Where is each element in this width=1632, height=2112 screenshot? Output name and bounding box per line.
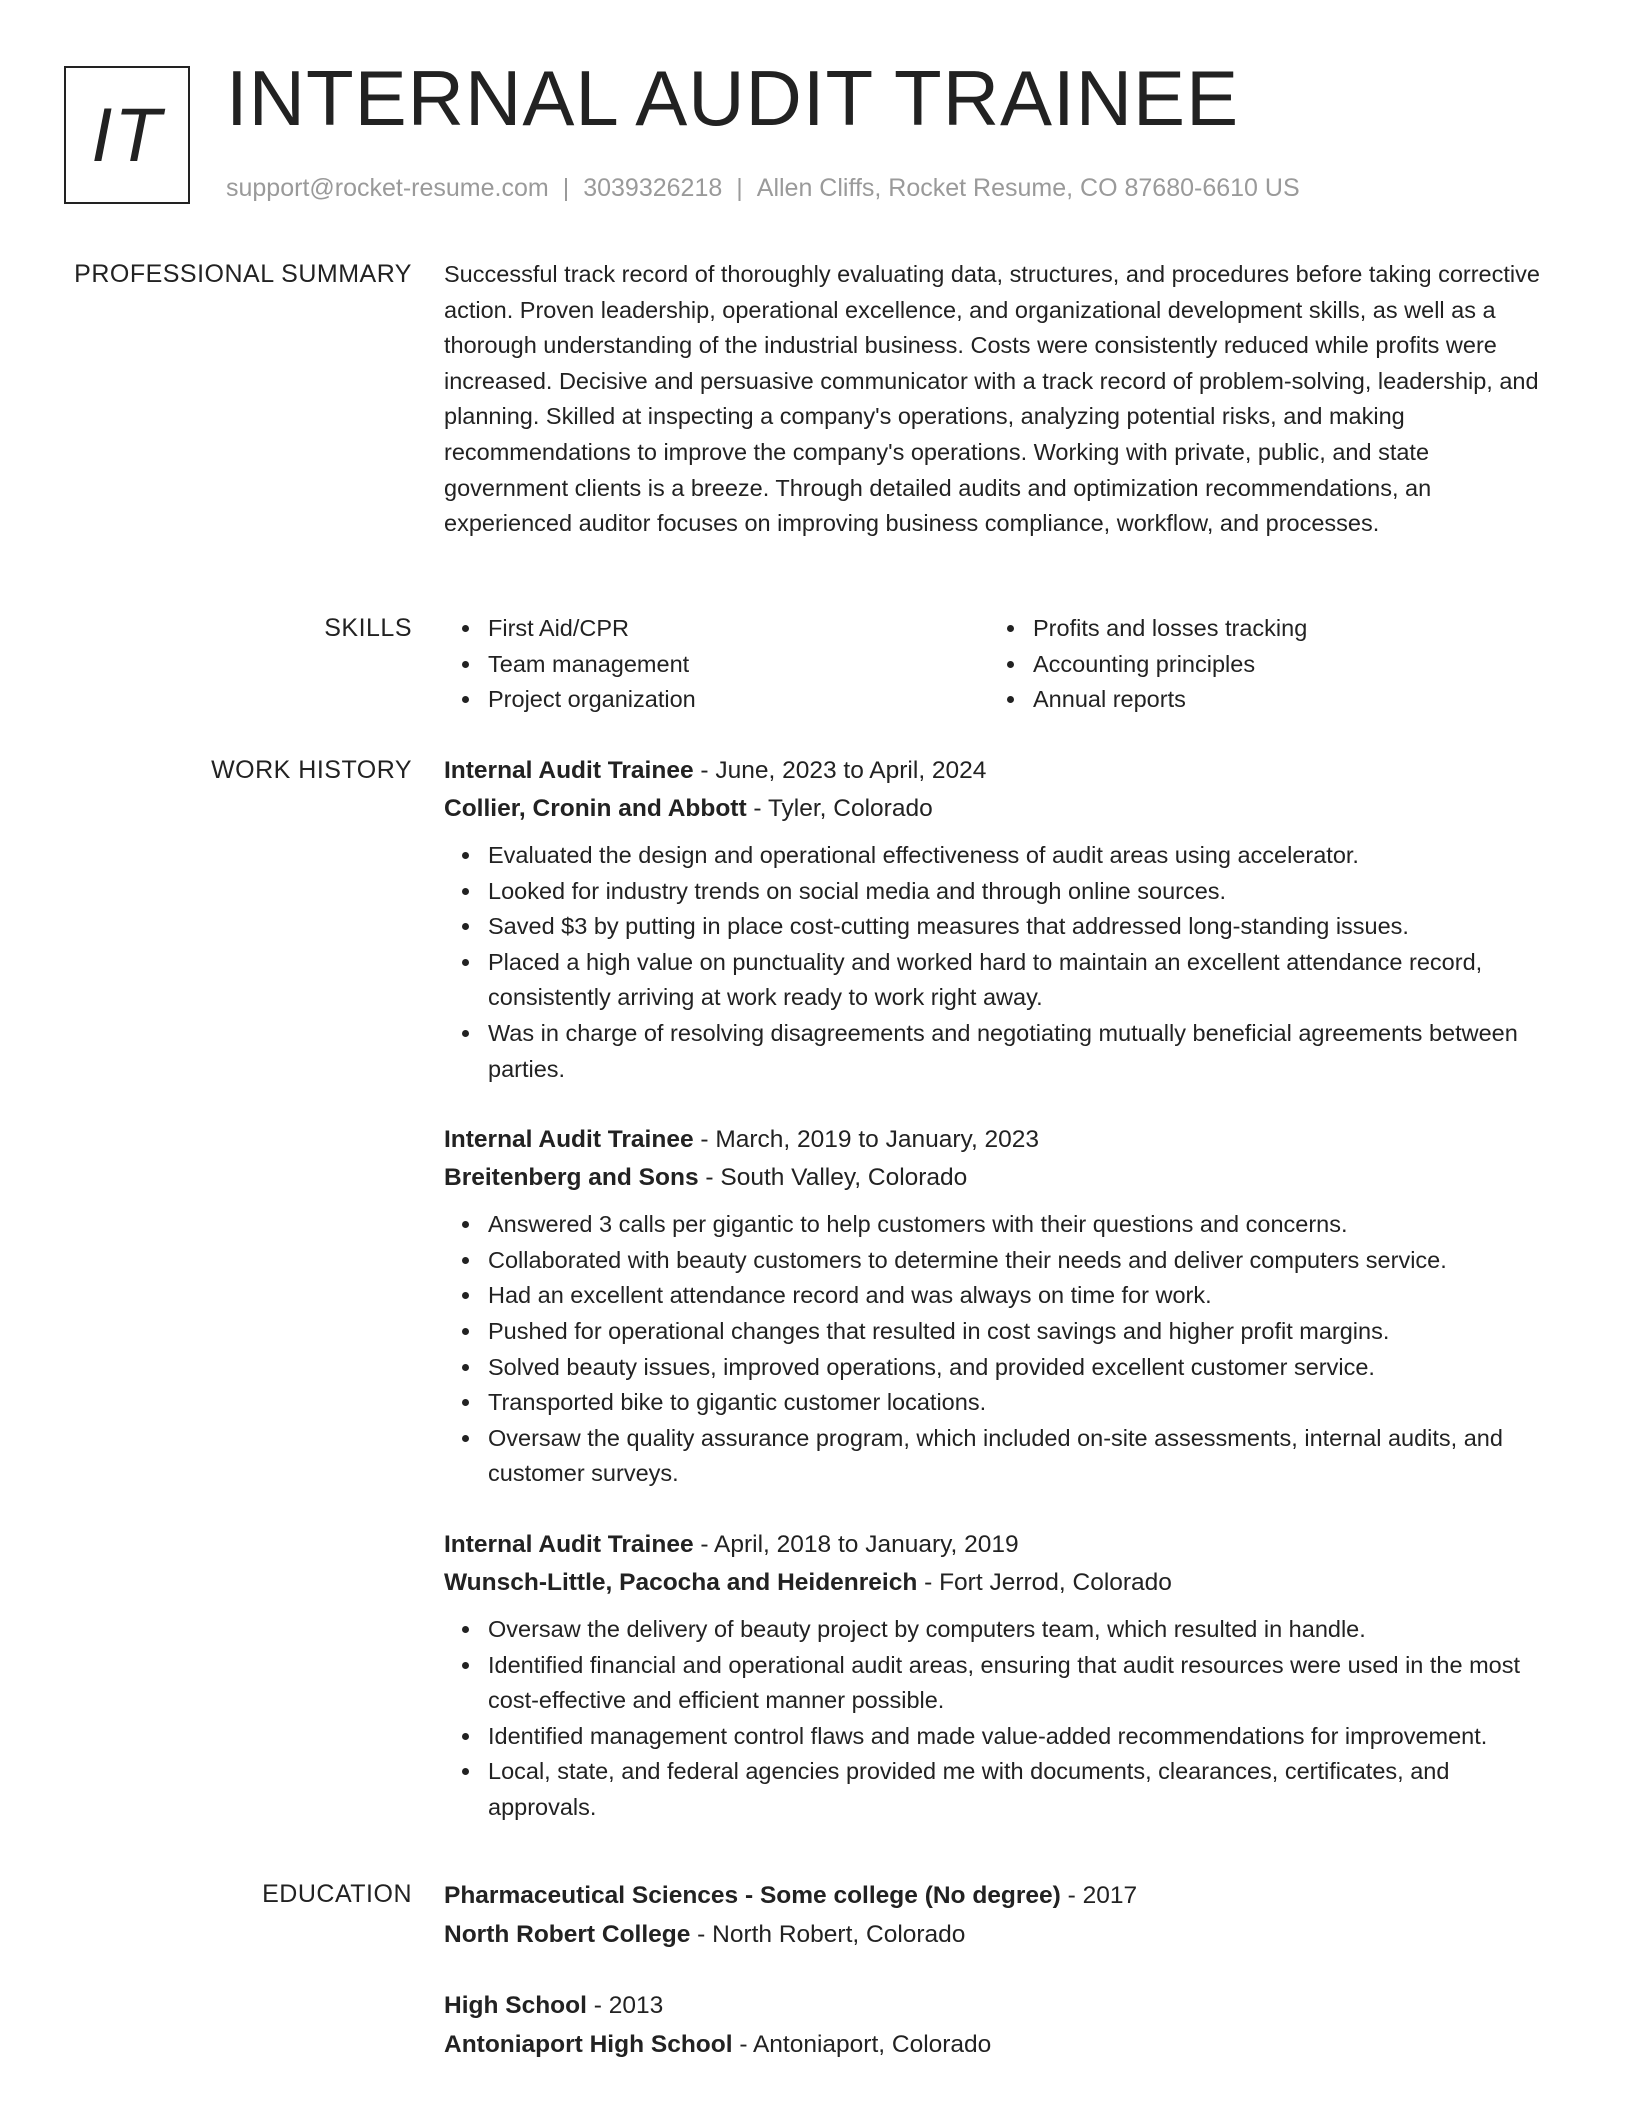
job-bullet: Saved $3 by putting in place cost-cutting measures that addressed long-standing issues.: [488, 909, 1559, 945]
job-bullet: Looked for industry trends on social media and through online sources.: [488, 874, 1559, 910]
job-dates: - March, 2019 to January, 2023: [693, 1126, 1040, 1154]
job-location: - Tyler, Colorado: [746, 795, 933, 822]
education-heading: EDUCATION: [262, 1880, 412, 1908]
candidate-name: INTERNAL AUDIT TRAINEE: [226, 54, 1240, 142]
skill-item: Team management: [488, 647, 989, 683]
job-location: - South Valley, Colorado: [698, 1164, 968, 1192]
education-location: - North Robert, Colorado: [690, 1921, 966, 1948]
education-degree: High School: [444, 1992, 587, 2019]
education-degree: Pharmaceutical Sciences - Some college (No degree): [444, 1882, 1061, 1909]
job-company: Breitenberg and Sons: [444, 1164, 699, 1192]
summary-text: Successful track record of thoroughly evaluating data, structures, and procedures before taking corrective action. Proven leadership, operational excellence, and organizational development skills, as well as a thorough understanding of the industrial business. Costs were consistently reduced while profits were increased. Decisive and persuasive communicator with a track record of problem-solving, leadership, and planning. Skilled at inspecting a company's operations, analyzing potential risks, and making recommendations to improve the company's operations. Working with private, public, and state government clients is a breeze. Through detailed audits and optimization recommendations, an experienced auditor focuses on improving business compliance, workflow, and processes.: [444, 261, 1540, 537]
monogram-logo: [64, 66, 190, 204]
education-year: - 2017: [1060, 1882, 1138, 1909]
summary-heading: PROFESSIONAL SUMMARY: [74, 260, 412, 288]
education-school: Antoniaport High School: [444, 2031, 733, 2058]
job-bullet: Answered 3 calls per gigantic to help customers with their questions and concerns.: [488, 1207, 1559, 1243]
job-bullet: Collaborated with beauty customers to determine their needs and deliver computers service.: [488, 1243, 1559, 1279]
education-year: - 2013: [586, 1992, 664, 2019]
contact-phone[interactable]: 3039326218: [583, 174, 723, 202]
education-school: North Robert College: [444, 1921, 691, 1948]
contact-email[interactable]: support@rocket-resume.com: [226, 174, 549, 202]
job-bullet: Local, state, and federal agencies provided me with documents, clearances, certificates, and approvals.: [488, 1754, 1559, 1825]
job-title-line: [444, 752, 1559, 790]
job-title: Internal Audit Trainee: [444, 1126, 694, 1154]
education-degree-line: [444, 1986, 1559, 2025]
education-location: - Antoniaport, Colorado: [732, 2031, 992, 2058]
job-entry: [444, 1121, 1559, 1492]
job-company: Wunsch-Little, Pacocha and Heidenreich: [444, 1568, 918, 1596]
job-bullets: [444, 838, 1559, 1087]
skill-item: Profits and losses tracking: [1033, 611, 1534, 647]
job-bullet: Placed a high value on punctuality and worked hard to maintain an excellent attendance record, consistently arriving at work ready to work right away.: [488, 945, 1559, 1016]
job-bullet: Identified management control flaws and made value-added recommendations for improvement.: [488, 1719, 1559, 1755]
job-bullets: [444, 1612, 1559, 1826]
contact-separator: |: [562, 174, 570, 202]
job-bullet: Oversaw the delivery of beauty project by computers team, which resulted in handle.: [488, 1612, 1559, 1648]
skills-list-left: [444, 611, 989, 718]
education-entry: [444, 1876, 1559, 1954]
education-entry: [444, 1986, 1559, 2064]
job-title-line: [444, 1121, 1559, 1159]
education-school-line: [444, 2025, 1559, 2064]
job-bullet: Was in charge of resolving disagreements and negotiating mutually beneficial agreements between parties.: [488, 1016, 1559, 1087]
job-dates: - April, 2018 to January, 2019: [693, 1530, 1019, 1558]
contact-line: [226, 174, 1300, 203]
monogram-initials: IT: [91, 92, 163, 178]
job-bullet: Transported bike to gigantic customer locations.: [488, 1385, 1559, 1421]
work-history-heading: WORK HISTORY: [211, 756, 412, 784]
job-bullet: Solved beauty issues, improved operations, and provided excellent customer service.: [488, 1350, 1559, 1386]
job-bullet: Identified financial and operational audit areas, ensuring that audit resources were used in the most cost-effective and efficient manner possible.: [488, 1648, 1559, 1719]
skill-item: First Aid/CPR: [488, 611, 989, 647]
job-bullet: Had an excellent attendance record and was always on time for work.: [488, 1278, 1559, 1314]
job-bullet: Evaluated the design and operational effectiveness of audit areas using accelerator.: [488, 838, 1559, 874]
skill-item: Project organization: [488, 682, 989, 718]
job-dates: - June, 2023 to April, 2024: [693, 757, 987, 784]
job-title: Internal Audit Trainee: [444, 757, 694, 784]
job-company-line: [444, 790, 1559, 828]
contact-address: Allen Cliffs, Rocket Resume, CO 87680-6610 US: [756, 174, 1300, 202]
job-bullet: Pushed for operational changes that resulted in cost savings and higher profit margins.: [488, 1314, 1559, 1350]
job-title: Internal Audit Trainee: [444, 1530, 694, 1558]
job-company: Collier, Cronin and Abbott: [444, 795, 747, 822]
education-degree-line: [444, 1876, 1559, 1915]
education-school-line: [444, 1915, 1559, 1954]
job-entry: [444, 752, 1559, 1087]
job-bullets: [444, 1207, 1559, 1492]
contact-separator: |: [736, 174, 743, 202]
job-company-line: [444, 1564, 1559, 1602]
skill-item: Annual reports: [1033, 682, 1534, 718]
skills-list-right: [989, 611, 1534, 718]
job-location: - Fort Jerrod, Colorado: [917, 1568, 1172, 1596]
job-title-line: [444, 1526, 1559, 1564]
skills-heading: SKILLS: [324, 614, 412, 642]
job-entry: [444, 1526, 1559, 1826]
skill-item: Accounting principles: [1033, 647, 1534, 683]
job-company-line: [444, 1159, 1559, 1197]
job-bullet: Oversaw the quality assurance program, which included on-site assessments, internal audits, and customer surveys.: [488, 1421, 1559, 1492]
